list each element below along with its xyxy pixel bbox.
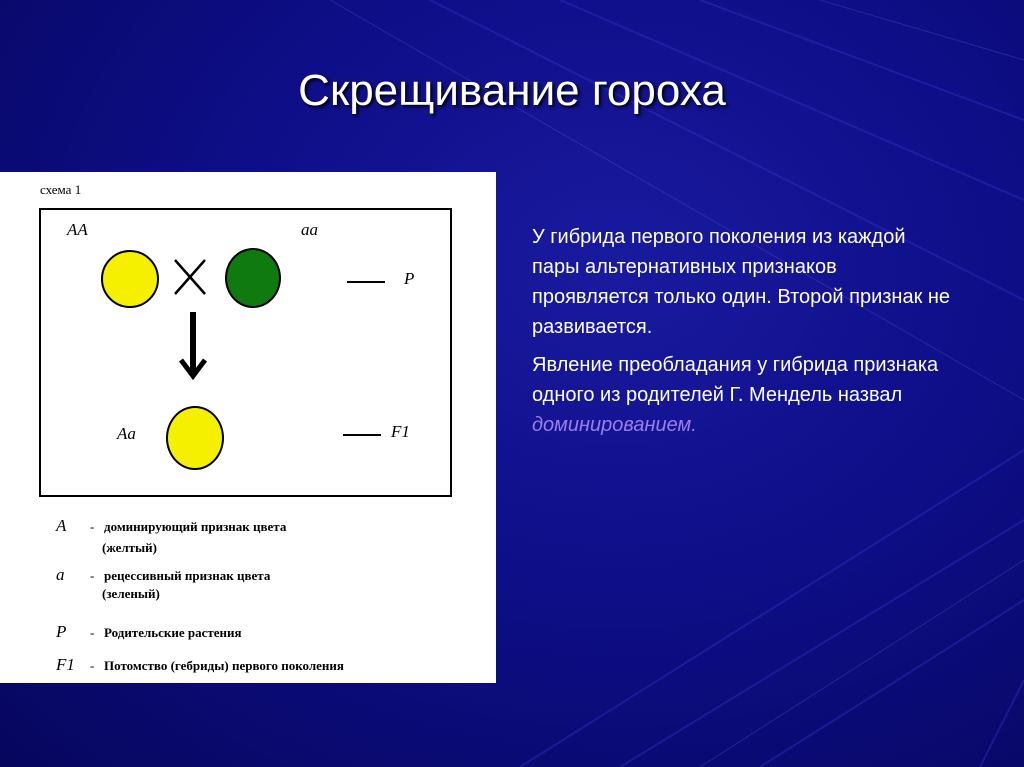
content-text	[532, 222, 952, 448]
legend-text: доминирующий признак цвета	[104, 519, 287, 534]
offspring-marker: F1	[391, 422, 410, 441]
legend-item-offspring	[56, 655, 344, 675]
legend-item-dominant	[56, 516, 286, 536]
legend-dash: -	[90, 625, 95, 640]
paragraph-hybrid: У гибрида первого поколения из каждой пары альтернативных признаков проявляется только один. Второй признак не развивается.	[532, 226, 951, 338]
legend-text: рецессивный признак цвета	[104, 568, 271, 583]
yellow-pea-offspring	[166, 406, 224, 470]
parents-marker: P	[404, 269, 415, 288]
crossing-scheme	[0, 172, 496, 683]
legend-dash: -	[90, 519, 95, 534]
legend-sub-recessive: (зеленый)	[102, 586, 160, 601]
yellow-pea-parent	[101, 250, 159, 308]
parent-recessive-genotype: aa	[301, 220, 318, 239]
slide-title: Скрещивание гороха	[298, 66, 726, 115]
legend-text: Потомство (гебриды) первого поколения	[104, 658, 344, 673]
legend-symbol: a	[56, 565, 65, 584]
legend-item-recessive	[56, 565, 270, 585]
paragraph-dominance	[532, 350, 952, 440]
offspring-genotype: Aa	[117, 424, 136, 443]
paragraph-dominance-text: Явление преобладания у гибрида признака одного из родителей Г. Мендель назвал	[532, 354, 939, 406]
down-arrow-icon	[177, 310, 209, 380]
green-pea-parent	[225, 248, 281, 308]
scheme-frame	[39, 208, 452, 497]
legend-sub-dominant: (желтый)	[102, 540, 158, 555]
legend-symbol: F1	[56, 655, 75, 674]
legend-text: Родительские растения	[104, 625, 242, 640]
legend-symbol: A	[56, 516, 67, 535]
parent-dominant-genotype: AA	[67, 220, 88, 239]
legend-symbol: P	[56, 622, 67, 641]
legend-item-parents	[56, 622, 242, 642]
parents-dash	[347, 281, 385, 283]
scheme-caption: схема 1	[40, 182, 82, 197]
dominance-term: доминированием.	[532, 414, 697, 436]
cross-icon	[172, 257, 208, 297]
offspring-dash	[343, 434, 381, 436]
legend-dash: -	[90, 658, 95, 673]
legend-dash: -	[90, 568, 95, 583]
